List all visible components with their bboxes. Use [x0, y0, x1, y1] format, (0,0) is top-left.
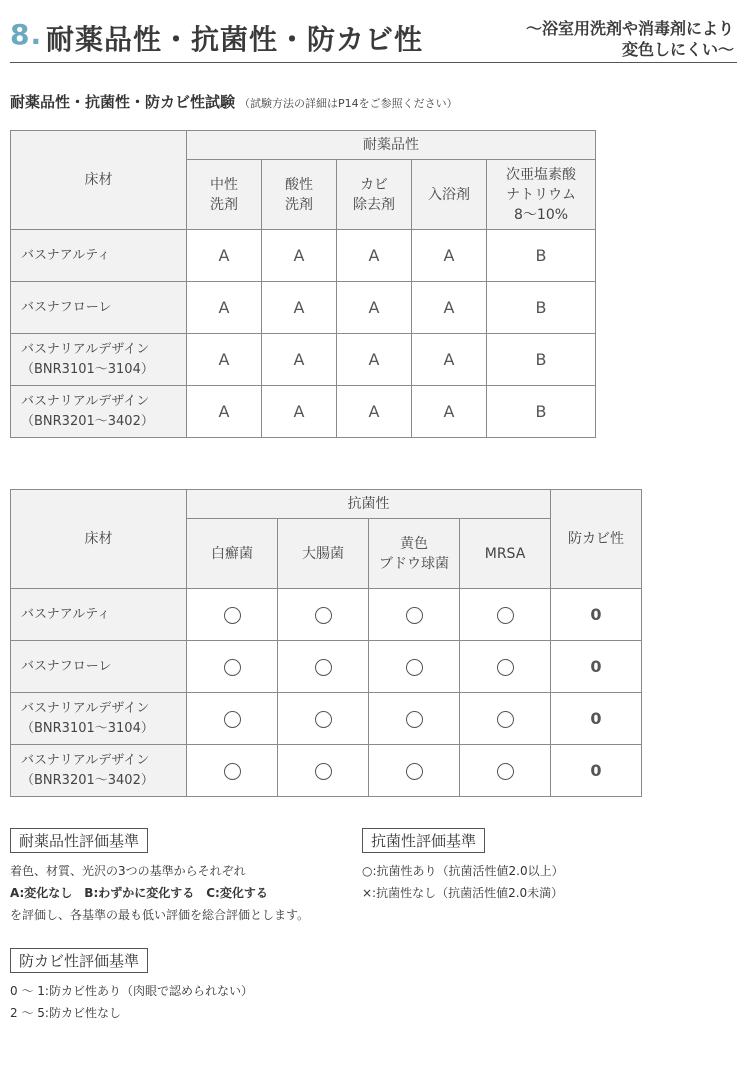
mold-criteria-title: 防カビ性評価基準 — [10, 948, 148, 973]
section-number: 8. — [10, 18, 43, 51]
chemical-rating: A — [187, 334, 262, 386]
chemical-column-header: カビ 除去剤 — [337, 160, 412, 230]
table-row — [11, 589, 642, 641]
material-name: バスナリアルデザイン （BNR3101〜3104） — [11, 693, 187, 745]
circle-mark-icon — [406, 607, 423, 624]
header-divider — [10, 62, 737, 63]
antibacterial-criteria-title: 抗菌性評価基準 — [362, 828, 485, 853]
chemical-resistance-table — [10, 130, 596, 438]
antibacterial-rating — [278, 745, 369, 797]
chemical-rating: A — [187, 230, 262, 282]
chemical-rating: A — [337, 334, 412, 386]
antibacterial-column-header: MRSA — [460, 519, 551, 589]
chemical-column-header: 酸性 洗剤 — [262, 160, 337, 230]
mold-rating: 0 — [551, 589, 642, 641]
circle-mark-icon — [497, 607, 514, 624]
material-name: バスナリアルデザイン （BNR3201〜3402） — [11, 386, 187, 438]
antibacterial-column-header: 黄色 ブドウ球菌 — [369, 519, 460, 589]
chemical-rating: B — [487, 230, 596, 282]
material-header: 床材 — [11, 131, 187, 230]
antibacterial-rating — [369, 745, 460, 797]
antibacterial-rating — [278, 641, 369, 693]
antibacterial-rating — [460, 641, 551, 693]
chemical-rating: A — [337, 282, 412, 334]
antibacterial-rating — [187, 589, 278, 641]
antibacterial-group-header: 抗菌性 — [187, 490, 551, 519]
chemical-rating: A — [262, 282, 337, 334]
mold-rating: 0 — [551, 641, 642, 693]
circle-mark-icon — [406, 711, 423, 728]
chemical-criteria-line3: を評価し、各基準の最も低い評価を総合評価とします。 — [10, 908, 310, 922]
antibacterial-column-header: 白癬菌 — [187, 519, 278, 589]
table-row — [11, 745, 642, 797]
circle-mark-icon — [315, 763, 332, 780]
page-subtitle-line1: 〜浴室用洗剤や消毒剤により — [525, 19, 734, 38]
material-name: バスナリアルデザイン （BNR3101〜3104） — [11, 334, 187, 386]
antibacterial-rating — [460, 745, 551, 797]
chemical-rating: A — [412, 386, 487, 438]
antibacterial-criteria-text — [362, 860, 564, 904]
chemical-rating: B — [487, 334, 596, 386]
chemical-rating: B — [487, 282, 596, 334]
chemical-rating: A — [412, 334, 487, 386]
circle-mark-icon — [224, 607, 241, 624]
chemical-group-header: 耐薬品性 — [187, 131, 596, 160]
chemical-criteria-text — [10, 860, 309, 926]
section-title-note: （試験方法の詳細はP14をご参照ください） — [239, 97, 458, 110]
mold-criteria-line1: 0 〜 1:防カビ性あり（肉眼で認められない） — [10, 984, 253, 998]
material-name: バスナリアルデザイン （BNR3201〜3402） — [11, 745, 187, 797]
circle-mark-icon — [224, 659, 241, 676]
chemical-rating: A — [187, 282, 262, 334]
antibacterial-rating — [187, 641, 278, 693]
material-name: バスナアルティ — [11, 230, 187, 282]
chemical-criteria-title: 耐薬品性評価基準 — [10, 828, 148, 853]
page-header — [10, 14, 738, 62]
circle-mark-icon — [315, 711, 332, 728]
mold-rating: 0 — [551, 693, 642, 745]
circle-mark-icon — [224, 763, 241, 780]
circle-mark-icon — [224, 711, 241, 728]
chemical-rating: A — [262, 230, 337, 282]
antibacterial-rating — [369, 589, 460, 641]
antibacterial-criteria-line1: ○:抗菌性あり（抗菌活性値2.0以上） — [362, 864, 564, 878]
chemical-column-header: 次亜塩素酸 ナトリウム 8〜10% — [487, 160, 596, 230]
chemical-column-header: 中性 洗剤 — [187, 160, 262, 230]
chemical-rating: A — [412, 230, 487, 282]
table-row — [11, 693, 642, 745]
chemical-rating: A — [337, 386, 412, 438]
antibacterial-rating — [187, 745, 278, 797]
circle-mark-icon — [315, 659, 332, 676]
material-header: 床材 — [11, 490, 187, 589]
chemical-criteria-line1: 着色、材質、光沢の3つの基準からそれぞれ — [10, 864, 246, 878]
material-name: バスナアルティ — [11, 589, 187, 641]
chemical-rating: A — [262, 386, 337, 438]
antibacterial-rating — [278, 693, 369, 745]
material-name: バスナフローレ — [11, 282, 187, 334]
circle-mark-icon — [497, 659, 514, 676]
page-subtitle-line2: 変色しにくい〜 — [621, 40, 734, 59]
chemical-rating: A — [412, 282, 487, 334]
chemical-rating: A — [187, 386, 262, 438]
circle-mark-icon — [406, 763, 423, 780]
page-title: 耐薬品性・抗菌性・防カビ性 — [46, 23, 424, 56]
table-row — [11, 282, 596, 334]
material-name: バスナフローレ — [11, 641, 187, 693]
antibacterial-rating — [187, 693, 278, 745]
mold-criteria-line2: 2 〜 5:防カビ性なし — [10, 1006, 121, 1020]
antibacterial-rating — [460, 693, 551, 745]
chemical-rating: A — [337, 230, 412, 282]
mold-criteria-text — [10, 980, 253, 1024]
section-title — [10, 91, 458, 112]
antibacterial-column-header: 大腸菌 — [278, 519, 369, 589]
antibacterial-rating — [369, 641, 460, 693]
table-row — [11, 386, 596, 438]
antibacterial-mold-table — [10, 489, 642, 797]
section-title-text: 耐薬品性・抗菌性・防カビ性試験 — [10, 93, 236, 111]
chemical-column-header: 入浴剤 — [412, 160, 487, 230]
circle-mark-icon — [315, 607, 332, 624]
mold-rating: 0 — [551, 745, 642, 797]
mold-resistance-header: 防カビ性 — [551, 490, 642, 589]
circle-mark-icon — [497, 763, 514, 780]
antibacterial-criteria-line2: ×:抗菌性なし（抗菌活性値2.0未満） — [362, 886, 564, 900]
chemical-criteria-line2: A:変化なし B:わずかに変化する C:変化する — [10, 886, 268, 900]
table-row — [11, 334, 596, 386]
table-row — [11, 230, 596, 282]
table-row — [11, 641, 642, 693]
chemical-rating: B — [487, 386, 596, 438]
chemical-rating: A — [262, 334, 337, 386]
antibacterial-rating — [369, 693, 460, 745]
antibacterial-rating — [278, 589, 369, 641]
circle-mark-icon — [406, 659, 423, 676]
circle-mark-icon — [497, 711, 514, 728]
antibacterial-rating — [460, 589, 551, 641]
